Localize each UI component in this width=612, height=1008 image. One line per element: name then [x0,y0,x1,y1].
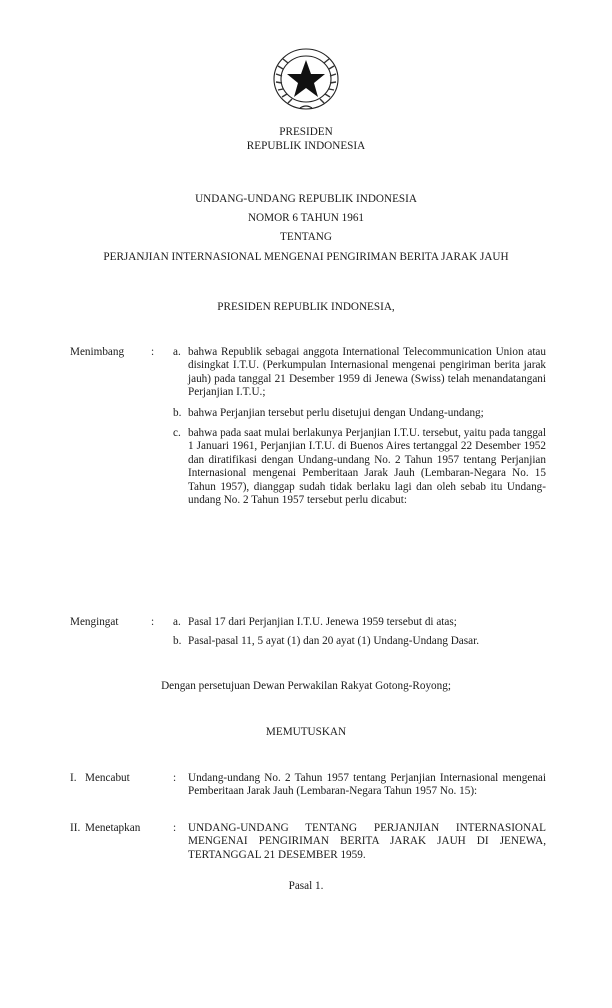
decision-label-menetapkan: Menetapkan [85,822,141,834]
menimbang-label: Menimbang [70,346,125,358]
mengingat-item-b: b. Pasal-pasal 11, 5 ayat (1) dan 20 ayat (1) Undang-Undang Dasar. [173,635,479,648]
mengingat-items [173,616,546,649]
menimbang-item-c: c. bahwa pada saat mulai berlakunya Perjanjian I.T.U. tersebut, yaitu pada tanggal 1 Januari 1961, Perjanjian I.T.U. di Buenos Aires tertanggal 22 Desember 1952 dan diratifikasi dengan Undang-undang No. 2 Tahun 1957 tentang Perjanjian Internasional mengenai Pemberitaan Jarak Jauh (Lembaran-Negara No. 15 Tahun 1957), dianggap sudah tidak berlaku lagi dan oleh sebab itu Undang-undang No. 2 Tahun 1957 tersebut perlu dicabut: [173,427,546,507]
decision-colon-2: : [173,822,177,834]
mengingat-label: Mengingat [70,616,119,628]
title-line-2: NOMOR 6 TAHUN 1961 [247,212,365,224]
pasal-heading: Pasal 1. [288,880,324,892]
decision-label-mencabut: Mencabut [85,772,130,784]
menimbang-item-b: b. bahwa Perjanjian tersebut perlu disetujui dengan Undang-undang; [173,406,484,419]
menimbang-items [173,346,546,507]
title-line-4: PERJANJIAN INTERNASIONAL MENGENAI PENGIRIMAN BERITA JARAK JAUH [103,251,509,263]
decision-numeral-1: I. [70,772,77,784]
president-line: PRESIDEN REPUBLIK INDONESIA, [217,301,395,313]
title-line-3: TENTANG [280,231,332,243]
menimbang-colon: : [151,346,155,358]
title-line-1: UNDANG-UNDANG REPUBLIK INDONESIA [195,193,417,205]
mengingat-item-a: a. Pasal 17 dari Perjanjian I.T.U. Jenewa 1959 tersebut di atas; [173,616,457,628]
decision-colon-1: : [173,772,177,784]
star-icon [287,60,325,97]
header-republik-indonesia: REPUBLIK INDONESIA [246,140,366,152]
decision-numeral-2: II. [70,822,81,834]
mengingat-colon: : [151,616,155,628]
decision-text-menetapkan: UNDANG-UNDANG TENTANG PERJANJIAN INTERNASIONAL MENGENAI PENGIRIMAN BERITA JARAK JAUH DI JENEWA, TERTANGGAL 21 DESEMBER 1959. [188,822,546,861]
decision-text-mencabut: Undang-undang No. 2 Tahun 1957 tentang Perjanjian Internasional mengenai Pemberitaan Jarak Jauh (Lembaran-Negara Tahun 1957 No. 15): [188,772,546,798]
persetujuan-line: Dengan persetujuan Dewan Perwakilan Rakyat Gotong-Royong; [161,680,451,692]
menimbang-item-a: a. bahwa Republik sebagai anggota International Telecommunication Union atau disingkat I.T.U. (Perkumpulan Internasional mengenai pengiriman berita jarak jauh) pada tanggal 21 Desember 1959 di Jenewa (Swiss) telah menandatangani Perjanjian I.T.U.; [173,346,546,399]
header-presiden: PRESIDEN [279,126,333,138]
memutuskan-heading: MEMUTUSKAN [265,726,347,738]
garuda-emblem-icon [264,46,348,116]
